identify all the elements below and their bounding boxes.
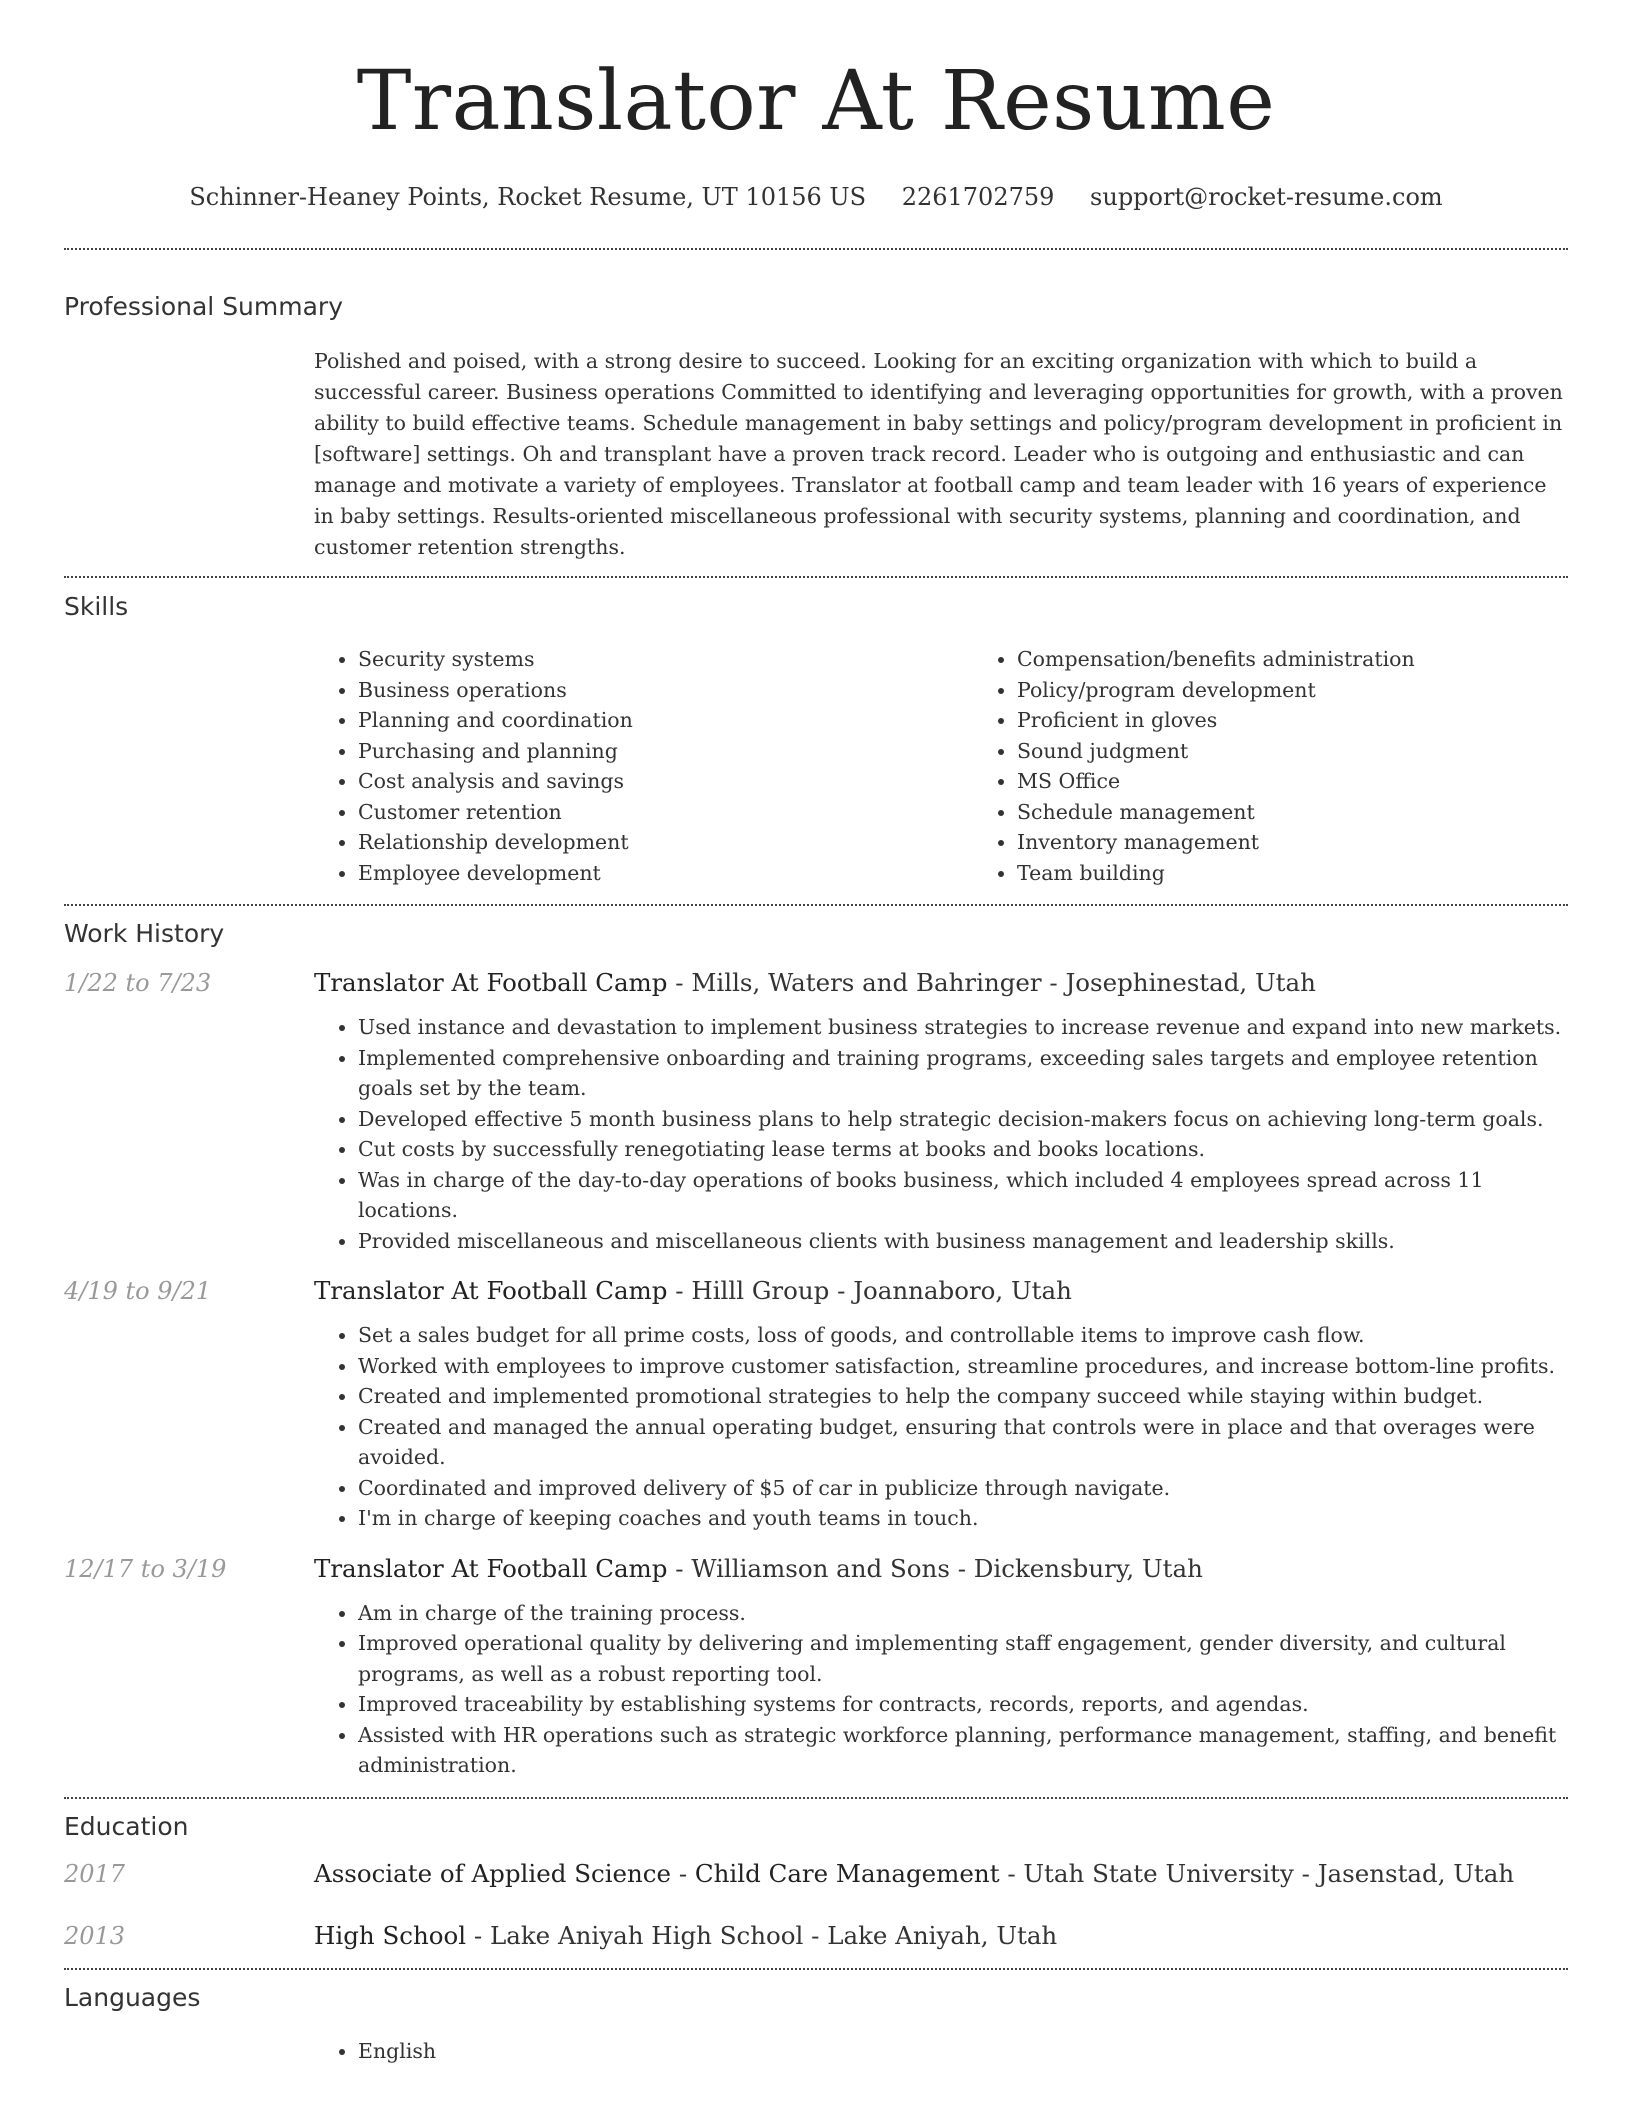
contact-phone: 2261702759 — [901, 183, 1055, 211]
section-title-skills: Skills — [64, 592, 129, 621]
contact-line — [64, 180, 1568, 214]
resume-page — [64, 0, 1568, 2066]
education-title — [314, 1857, 1568, 1891]
spacer — [64, 1320, 314, 1534]
job-bullets — [314, 1598, 1568, 1781]
summary-text: Polished and poised, with a strong desire to succeed. Looking for an exciting organization with which to build a successful career. Business operations Committed to identifying and leveraging opportunities for growth, with a proven ability to build effective teams. Schedule management in baby settings and policy/program development in proficient in [software] settings. Oh and transplant have a proven track record. Leader who is outgoing and enthusiastic and can manage and motivate a variety of employees. Translator at football camp and team leader with 16 years of experience in baby settings. Results-oriented miscellaneous professional with security systems, planning and coordination, and customer retention strengths. — [314, 349, 1563, 559]
education-location: Lake Aniyah, Utah — [827, 1920, 1058, 1950]
education-school: Utah State University — [1023, 1858, 1294, 1888]
skill-item: • Schedule management — [1017, 797, 1632, 828]
skill-item: • Sound judgment — [1017, 736, 1632, 767]
job-role: Translator At Football Camp — [314, 1276, 668, 1305]
job-bullets — [314, 1012, 1568, 1256]
skills-row — [64, 644, 1568, 888]
candidate-name: Translator At Resume — [356, 54, 1276, 149]
divider — [64, 248, 1568, 250]
education-entry — [64, 1919, 1568, 1953]
job-entry — [64, 1274, 1568, 1534]
contact-address: Schinner-Heaney Points, Rocket Resume, UT 10156 US — [189, 183, 867, 211]
job-header — [64, 966, 1568, 1000]
job-bullet: • Developed effective 5 month business plans to help strategic decision-makers focus on achieving long-term goals. — [358, 1104, 1568, 1135]
skill-item: • Employee development — [358, 858, 973, 889]
languages-row — [64, 2036, 1568, 2067]
separator: - — [1293, 1858, 1318, 1888]
job-bullet: • Implemented comprehensive onboarding and training programs, exceeding sales targets and employee retention goals set by the team. — [358, 1043, 1568, 1104]
job-bullet: • I'm in charge of keeping coaches and youth teams in touch. — [358, 1503, 1568, 1534]
job-bullets — [314, 1320, 1568, 1534]
job-bullet: • Created and managed the annual operating budget, ensuring that controls were in place and that overages were avoided. — [358, 1412, 1568, 1473]
skill-item: • MS Office — [1017, 766, 1632, 797]
skills-list-right — [973, 644, 1632, 888]
job-dates: 4/19 to 9/21 — [64, 1277, 212, 1305]
skill-item: • Customer retention — [358, 797, 973, 828]
separator: - — [803, 1920, 828, 1950]
skill-item: • Compensation/benefits administration — [1017, 644, 1632, 675]
job-bullet: • Worked with employees to improve customer satisfaction, streamline procedures, and increase bottom-line profits. — [358, 1351, 1568, 1382]
job-location: Joannaboro, Utah — [853, 1276, 1072, 1305]
skill-item: • Team building — [1017, 858, 1632, 889]
skill-item: • Relationship development — [358, 827, 973, 858]
skill-item: • Planning and coordination — [358, 705, 973, 736]
education-degree: Associate of Applied Science — [314, 1858, 672, 1888]
job-title — [314, 1552, 1568, 1586]
education-year: 2013 — [64, 1921, 126, 1950]
job-bullet: • Provided miscellaneous and miscellaneous clients with business management and leadership skills. — [358, 1226, 1568, 1257]
job-bullet: • Am in charge of the training process. — [358, 1598, 1568, 1629]
contact-email: support@rocket-resume.com — [1090, 183, 1443, 211]
skill-item: • Cost analysis and savings — [358, 766, 973, 797]
separator: - — [466, 1920, 490, 1950]
job-body — [64, 1320, 1568, 1534]
job-bullet: • Used instance and devastation to implement business strategies to increase revenue and expand into new markets. — [358, 1012, 1568, 1043]
divider — [64, 576, 1568, 578]
skill-item: • Inventory management — [1017, 827, 1632, 858]
job-dates: 1/22 to 7/23 — [64, 969, 212, 997]
separator: - — [999, 1858, 1024, 1888]
job-bullet: • Coordinated and improved delivery of $5 of car in publicize through navigate. — [358, 1473, 1568, 1504]
job-dates: 12/17 to 3/19 — [64, 1554, 227, 1583]
summary-row — [64, 346, 1568, 563]
education-title — [314, 1919, 1568, 1953]
spacer — [64, 1012, 314, 1256]
section-title-languages: Languages — [64, 1982, 201, 2012]
job-title — [314, 1274, 1568, 1308]
job-bullet: • Created and implemented promotional strategies to help the company succeed while staying within budget. — [358, 1381, 1568, 1412]
job-company: Hilll Group — [691, 1276, 830, 1305]
job-company: Williamson and Sons — [691, 1553, 950, 1583]
separator: - — [949, 1553, 974, 1583]
education-location: Jasenstad, Utah — [1317, 1858, 1515, 1888]
skill-item: • Purchasing and planning — [358, 736, 973, 767]
job-entry — [64, 1552, 1568, 1781]
skill-item: • Business operations — [358, 675, 973, 706]
work-history — [64, 966, 1568, 1781]
job-body — [64, 1598, 1568, 1781]
separator: - — [667, 1553, 692, 1583]
job-bullet: • Assisted with HR operations such as strategic workforce planning, performance management, staffing, and benefit administration. — [358, 1720, 1568, 1781]
section-title-education: Education — [64, 1811, 189, 1841]
education-school: Lake Aniyah High School — [489, 1920, 804, 1950]
job-bullet: • Improved traceability by establishing systems for contracts, records, reports, and agendas. — [358, 1689, 1568, 1720]
job-bullet: • Was in charge of the day-to-day operations of books business, which included 4 employees spread across 11 locations. — [358, 1165, 1568, 1226]
education-degree: High School — [314, 1920, 467, 1950]
job-bullet: • Improved operational quality by delivering and implementing staff engagement, gender diversity, and cultural programs, as well as a robust reporting tool. — [358, 1628, 1568, 1689]
job-bullet: • Cut costs by successfully renegotiating lease terms at books and books locations. — [358, 1134, 1568, 1165]
separator: - — [829, 1276, 854, 1305]
job-bullet: • Set a sales budget for all prime costs, loss of goods, and controllable items to improve cash flow. — [358, 1320, 1568, 1351]
job-title — [314, 966, 1568, 1000]
language-item: • English — [358, 2036, 1568, 2067]
job-company: Mills, Waters and Bahringer — [691, 968, 1042, 997]
divider — [64, 1968, 1568, 1970]
job-location: Josephinestad, Utah — [1065, 968, 1316, 997]
job-role: Translator At Football Camp — [314, 1553, 668, 1583]
section-title-summary: Professional Summary — [64, 292, 344, 321]
education-list — [64, 1857, 1568, 1953]
skill-item: • Security systems — [358, 644, 973, 675]
education-year: 2017 — [64, 1859, 126, 1888]
education-entry — [64, 1857, 1568, 1891]
job-header — [64, 1274, 1568, 1308]
job-entry — [64, 966, 1568, 1256]
education-field: Child Care Management — [694, 1858, 1000, 1888]
job-header — [64, 1552, 1568, 1586]
spacer — [64, 1598, 314, 1781]
section-title-work: Work History — [64, 919, 225, 948]
separator: - — [1041, 968, 1066, 997]
divider — [64, 904, 1568, 906]
skill-item: • Proficient in gloves — [1017, 705, 1632, 736]
skill-item: • Policy/program development — [1017, 675, 1632, 706]
skills-columns — [314, 644, 1632, 888]
skills-list-left — [314, 644, 973, 888]
languages-list — [314, 2036, 1568, 2067]
job-location: Dickensbury, Utah — [973, 1553, 1203, 1583]
separator: - — [667, 968, 692, 997]
divider — [64, 1797, 1568, 1799]
separator: - — [667, 1276, 692, 1305]
separator: - — [671, 1858, 695, 1888]
job-role: Translator At Football Camp — [314, 968, 668, 997]
job-body — [64, 1012, 1568, 1256]
